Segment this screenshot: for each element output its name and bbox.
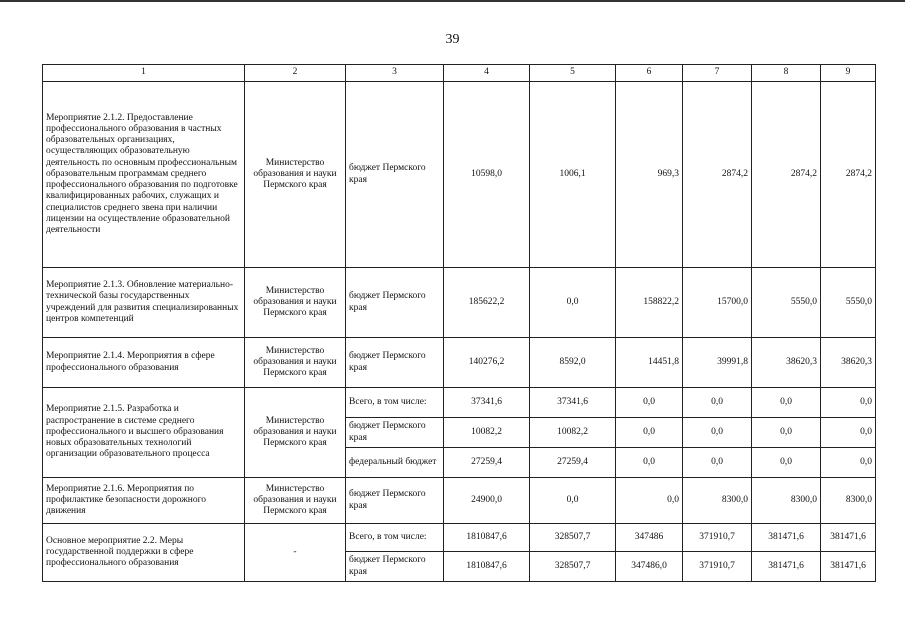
value-cell: 0,0 xyxy=(683,418,752,448)
measure-name: Мероприятие 2.1.2. Предоставление профессионального образования в частных образовательных организациях, осуществляющих образовательную деятельность по основным профессиональным образовательным программам среднего профессионального образования по подготовке квалифицированных рабочих, служащих и специалистов среднего звена при наличии лицензии на осуществление образовательной деятельности xyxy=(43,82,245,268)
value-cell: 8300,0 xyxy=(752,478,821,524)
value-cell: 10598,0 xyxy=(444,82,530,268)
funding-source: бюджет Пермского края xyxy=(346,82,444,268)
top-rule xyxy=(0,0,905,2)
funding-source: Всего, в том числе: xyxy=(346,388,444,418)
column-header: 4 xyxy=(444,65,530,82)
value-cell: 1810847,6 xyxy=(444,524,530,552)
value-cell: 27259,4 xyxy=(444,448,530,478)
value-cell: 37341,6 xyxy=(530,388,616,418)
table-row xyxy=(43,524,876,552)
column-header: 1 xyxy=(43,65,245,82)
value-cell: 185622,2 xyxy=(444,268,530,338)
value-cell: 0,0 xyxy=(821,388,876,418)
funding-source: бюджет Пермского края xyxy=(346,338,444,388)
value-cell: 0,0 xyxy=(616,478,683,524)
table-row xyxy=(43,268,876,338)
measure-name: Мероприятие 2.1.4. Мероприятия в сфере профессионального образования xyxy=(43,338,245,388)
funding-source: федеральный бюджет xyxy=(346,448,444,478)
value-cell: 0,0 xyxy=(752,418,821,448)
funding-source: бюджет Пермского края xyxy=(346,418,444,448)
value-cell: 24900,0 xyxy=(444,478,530,524)
column-header: 8 xyxy=(752,65,821,82)
funding-source: бюджет Пермского края xyxy=(346,268,444,338)
funding-source: Всего, в том числе: xyxy=(346,524,444,552)
column-header: 3 xyxy=(346,65,444,82)
header-row xyxy=(43,65,876,82)
column-header: 6 xyxy=(616,65,683,82)
value-cell: 347486,0 xyxy=(616,552,683,582)
value-cell: 0,0 xyxy=(616,418,683,448)
value-cell: 10082,2 xyxy=(444,418,530,448)
column-header: 9 xyxy=(821,65,876,82)
value-cell: 371910,7 xyxy=(683,524,752,552)
value-cell: 0,0 xyxy=(683,448,752,478)
value-cell: 0,0 xyxy=(752,388,821,418)
value-cell: 347486 xyxy=(616,524,683,552)
value-cell: 10082,2 xyxy=(530,418,616,448)
value-cell: 2874,2 xyxy=(683,82,752,268)
value-cell: 37341,6 xyxy=(444,388,530,418)
page-number: 39 xyxy=(445,32,460,47)
table-row xyxy=(43,478,876,524)
table-row xyxy=(43,338,876,388)
program-table xyxy=(42,64,876,582)
value-cell: 140276,2 xyxy=(444,338,530,388)
value-cell: 371910,7 xyxy=(683,552,752,582)
measure-name: Мероприятие 2.1.3. Обновление материально-технической базы государственных учреждений для развития специализированных центров компетенций xyxy=(43,268,245,338)
column-header: 2 xyxy=(245,65,346,82)
executor-cell: Министерство образования и науки Пермского края xyxy=(245,338,346,388)
value-cell: 2874,2 xyxy=(752,82,821,268)
value-cell: 381471,6 xyxy=(752,552,821,582)
value-cell: 969,3 xyxy=(616,82,683,268)
value-cell: 381471,6 xyxy=(821,552,876,582)
value-cell: 158822,2 xyxy=(616,268,683,338)
value-cell: 5550,0 xyxy=(752,268,821,338)
value-cell: 0,0 xyxy=(752,448,821,478)
measure-name: Мероприятие 2.1.5. Разработка и распространение в системе среднего профессионального и высшего образования новых образовательных технологий организации образовательного процесса xyxy=(43,388,245,478)
value-cell: 328507,7 xyxy=(530,552,616,582)
funding-source: бюджет Пермского края xyxy=(346,552,444,582)
value-cell: 381471,6 xyxy=(821,524,876,552)
value-cell: 0,0 xyxy=(821,448,876,478)
executor-cell: - xyxy=(245,524,346,582)
value-cell: 1006,1 xyxy=(530,82,616,268)
measure-name: Мероприятие 2.1.6. Мероприятия по профилактике безопасности дорожного движения xyxy=(43,478,245,524)
executor-cell: Министерство образования и науки Пермского края xyxy=(245,82,346,268)
value-cell: 1810847,6 xyxy=(444,552,530,582)
value-cell: 8300,0 xyxy=(821,478,876,524)
value-cell: 0,0 xyxy=(616,448,683,478)
value-cell: 2874,2 xyxy=(821,82,876,268)
value-cell: 0,0 xyxy=(616,388,683,418)
value-cell: 5550,0 xyxy=(821,268,876,338)
value-cell: 38620,3 xyxy=(752,338,821,388)
value-cell: 328507,7 xyxy=(530,524,616,552)
executor-cell: Министерство образования и науки Пермского края xyxy=(245,268,346,338)
value-cell: 38620,3 xyxy=(821,338,876,388)
table-row xyxy=(43,388,876,418)
funding-source: бюджет Пермского края xyxy=(346,478,444,524)
value-cell: 14451,8 xyxy=(616,338,683,388)
measure-name: Основное мероприятие 2.2. Меры государственной поддержки в сфере профессионального образования xyxy=(43,524,245,582)
value-cell: 27259,4 xyxy=(530,448,616,478)
value-cell: 8300,0 xyxy=(683,478,752,524)
column-header: 5 xyxy=(530,65,616,82)
column-header: 7 xyxy=(683,65,752,82)
value-cell: 381471,6 xyxy=(752,524,821,552)
value-cell: 15700,0 xyxy=(683,268,752,338)
value-cell: 0,0 xyxy=(530,268,616,338)
value-cell: 0,0 xyxy=(530,478,616,524)
executor-cell: Министерство образования и науки Пермского края xyxy=(245,388,346,478)
executor-cell: Министерство образования и науки Пермского края xyxy=(245,478,346,524)
table-row xyxy=(43,82,876,268)
value-cell: 8592,0 xyxy=(530,338,616,388)
value-cell: 0,0 xyxy=(683,388,752,418)
value-cell: 0,0 xyxy=(821,418,876,448)
value-cell: 39991,8 xyxy=(683,338,752,388)
